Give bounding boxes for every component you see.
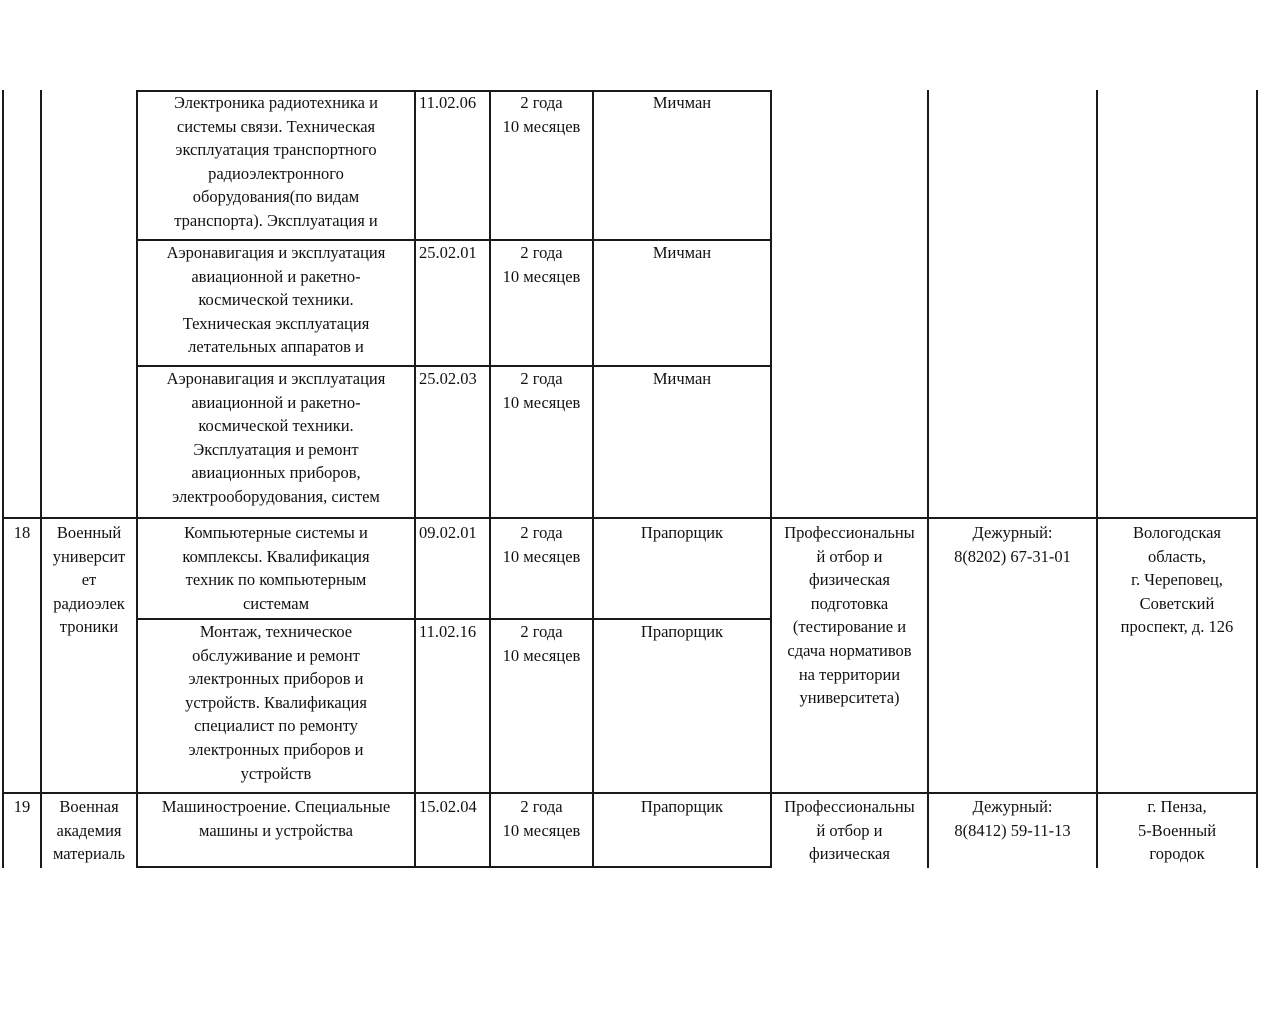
address-cell: Вологодская область, г. Череповец, Советский проспект, д. 126: [1120, 523, 1234, 637]
rank-cell: Мичман: [652, 243, 712, 262]
table-line: [592, 90, 594, 868]
institution-cell: Военный университ ет радиоэлек троники: [52, 523, 126, 637]
row-number: 18: [13, 523, 31, 542]
specialty-cell: Аэронавигация и эксплуатация авиационной и ракетно- космической техники. Эксплуатация и ремонт авиационных приборов, электрооборудования, систем: [166, 369, 386, 506]
code-cell: 15.02.04: [419, 797, 477, 816]
table-line: [40, 90, 42, 868]
selection-cell: Профессиональны й отбор и физическая: [784, 797, 915, 864]
table-line: [136, 866, 772, 868]
specialty-cell: Электроника радиотехника и системы связи. Техническая эксплуатация транспортного радиоэлектронного оборудования(по видам транспорта). Эксплуатация и: [174, 93, 378, 230]
term-cell: 2 года 10 месяцев: [502, 622, 581, 665]
code-cell: 25.02.03: [419, 369, 477, 388]
table-line: [2, 517, 1258, 519]
table-line: [2, 90, 4, 868]
term-cell: 2 года 10 месяцев: [502, 797, 581, 840]
table-line: [927, 90, 929, 868]
address-cell: г. Пенза, 5-Военный городок: [1137, 797, 1217, 864]
term-cell: 2 года 10 месяцев: [502, 243, 581, 286]
specialty-cell: Монтаж, техническое обслуживание и ремонт электронных приборов и устройств. Квалификация специалист по ремонту электронных приборов и устройств: [185, 622, 367, 783]
term-cell: 2 года 10 месяцев: [502, 369, 581, 412]
rank-cell: Мичман: [652, 93, 712, 112]
code-cell: 09.02.01: [419, 523, 477, 542]
rank-cell: Прапорщик: [640, 523, 724, 542]
table-line: [770, 90, 772, 868]
code-cell: 11.02.06: [419, 93, 477, 112]
table-line: [414, 90, 416, 868]
table-line: [1256, 90, 1258, 868]
code-cell: 25.02.01: [419, 243, 477, 262]
row-number: 19: [13, 797, 31, 816]
term-cell: 2 года 10 месяцев: [502, 93, 581, 136]
table-line: [136, 90, 138, 868]
specialty-cell: Компьютерные системы и комплексы. Квалификация техник по компьютерным системам: [182, 523, 370, 613]
specialty-cell: Машиностроение. Специальные машины и устройства: [161, 797, 391, 840]
rank-cell: Мичман: [652, 369, 712, 388]
rank-cell: Прапорщик: [640, 797, 724, 816]
table-line: [489, 90, 491, 868]
rank-cell: Прапорщик: [640, 622, 724, 641]
phone-cell: Дежурный: 8(8412) 59-11-13: [954, 797, 1071, 840]
table-line: [2, 792, 1258, 794]
specialty-cell: Аэронавигация и эксплуатация авиационной и ракетно- космической техники. Техническая эксплуатация летательных аппаратов и: [166, 243, 386, 357]
selection-cell: Профессиональны й отбор и физическая подготовка (тестирование и сдача нормативов на территории университета): [784, 523, 915, 708]
table-line: [1096, 90, 1098, 868]
code-cell: 11.02.16: [419, 622, 477, 641]
phone-cell: Дежурный: 8(8202) 67-31-01: [954, 523, 1071, 566]
institution-cell: Военная академия материаль: [52, 797, 126, 864]
term-cell: 2 года 10 месяцев: [502, 523, 581, 566]
